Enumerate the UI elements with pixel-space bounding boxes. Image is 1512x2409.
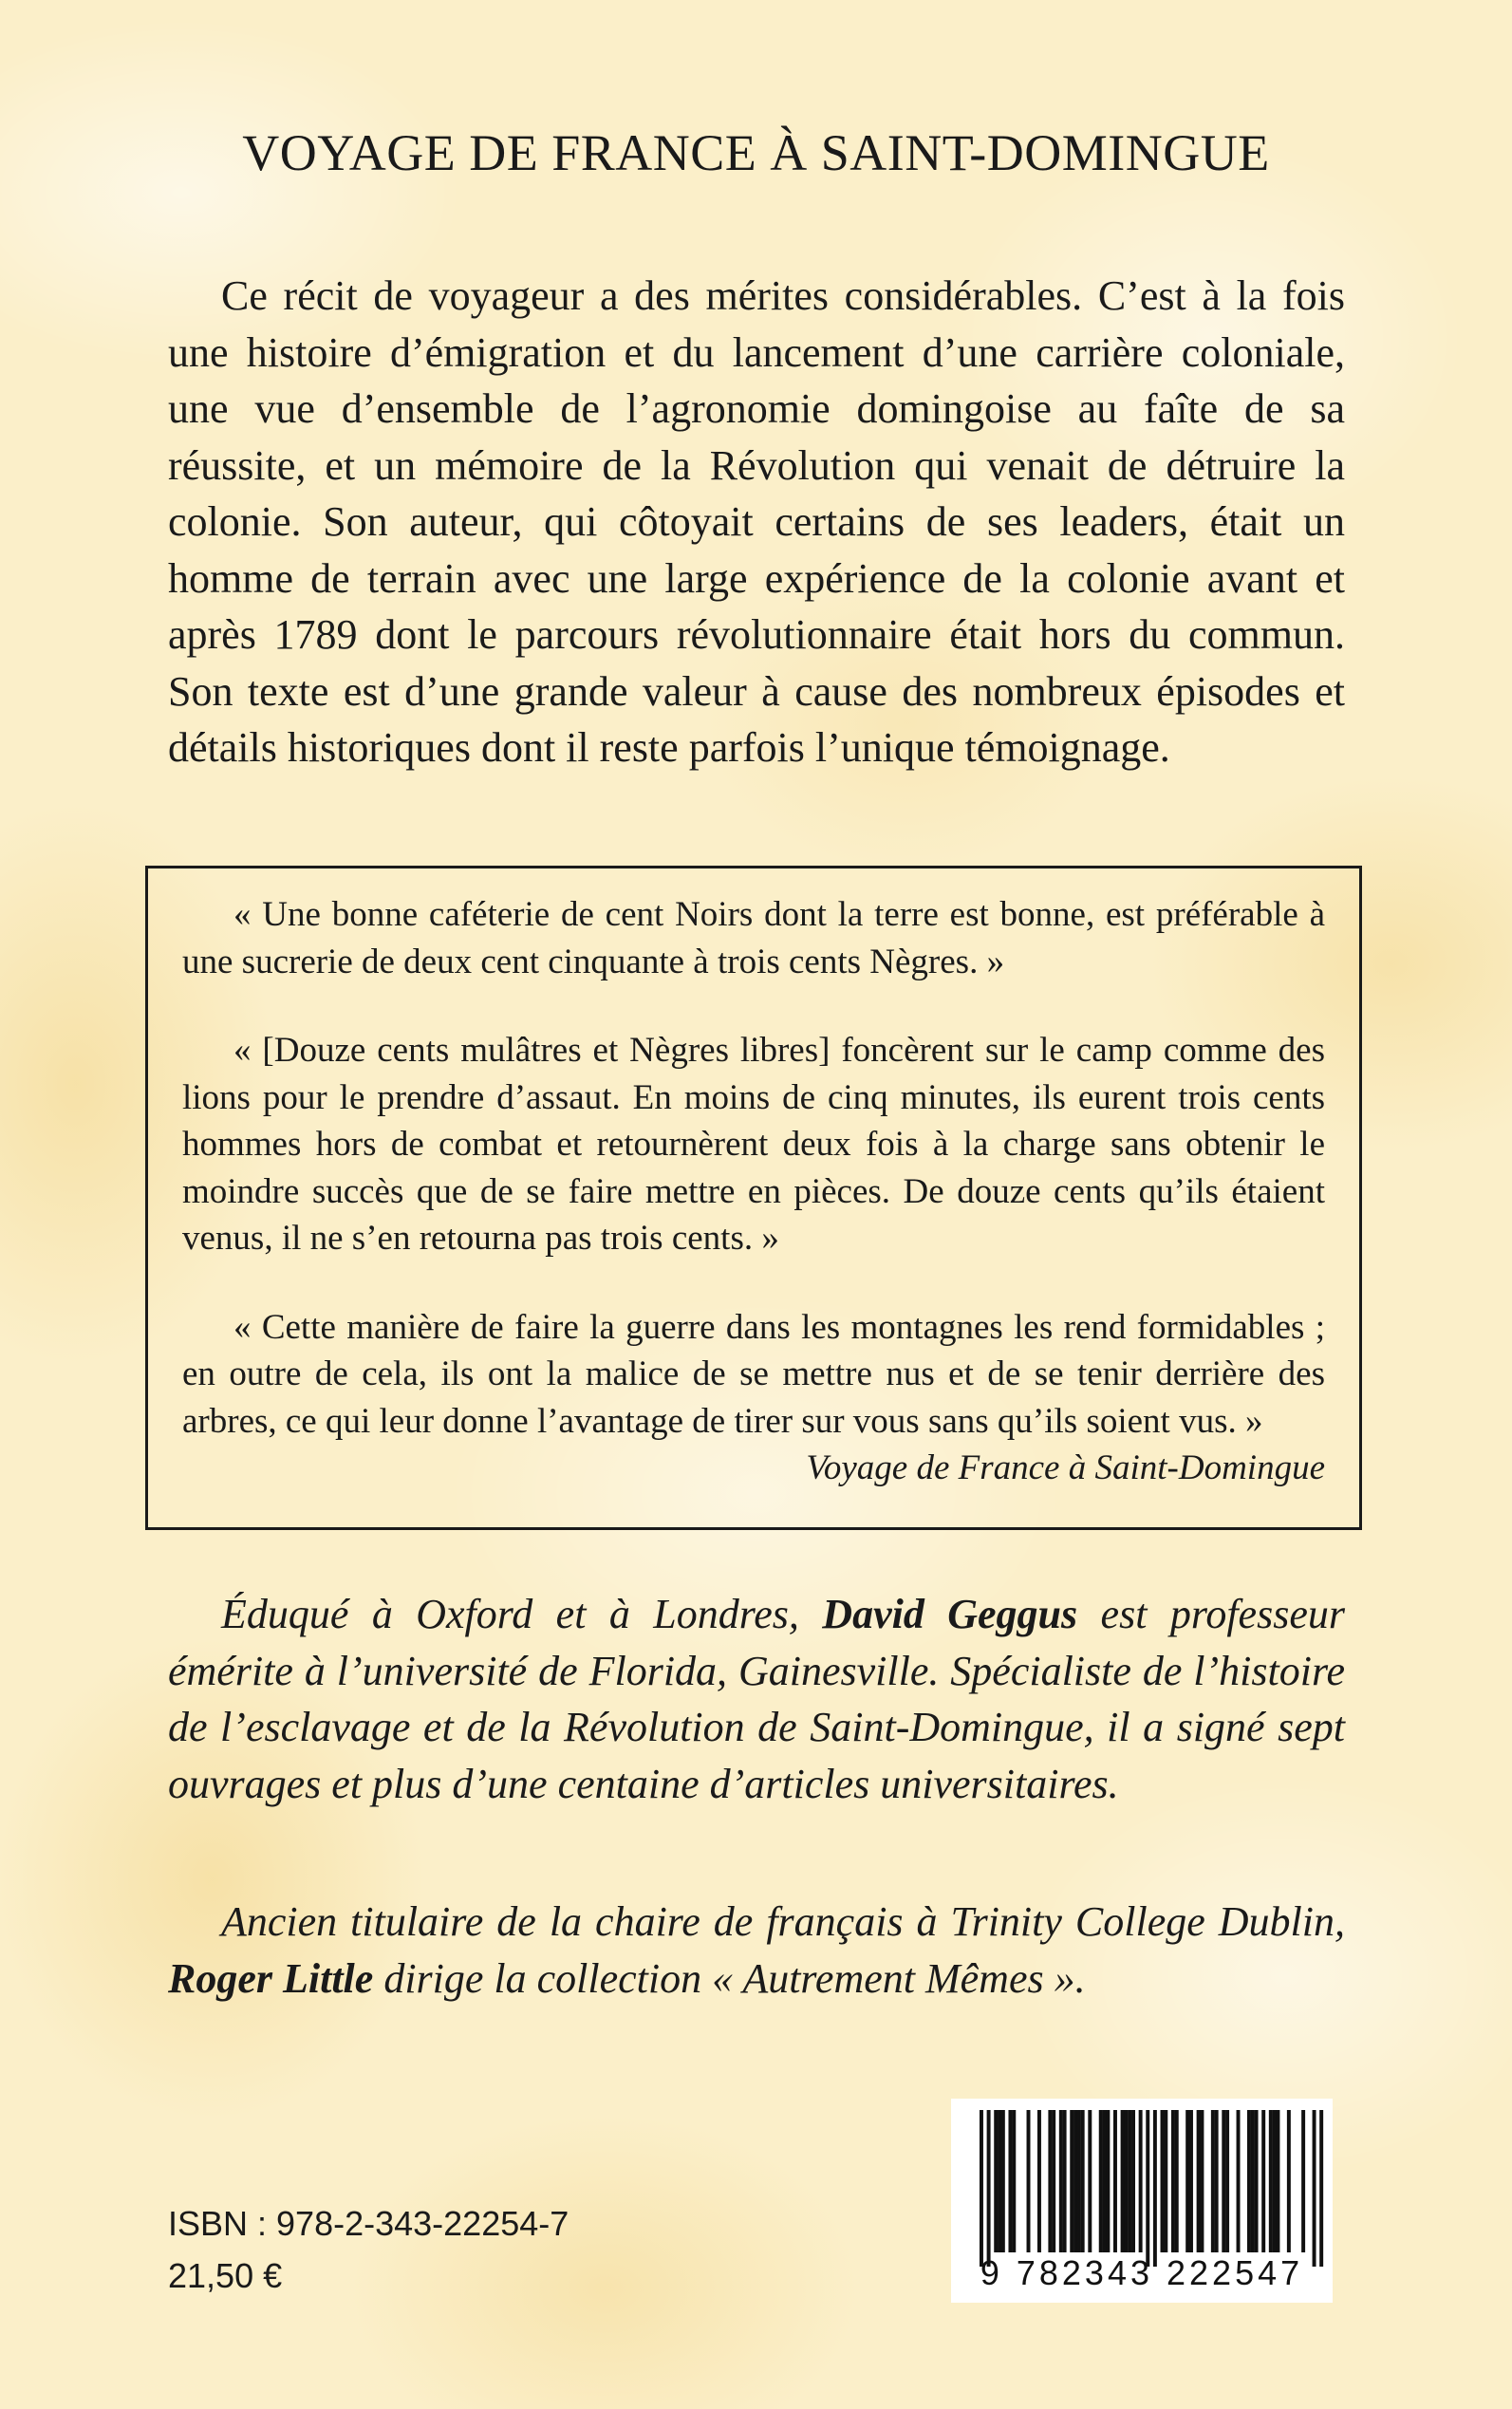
- barcode-bar: [1237, 2110, 1241, 2252]
- editor-bio-little: [168, 1894, 1345, 2007]
- quote-3: « Cette manière de faire la guerre dans les montagnes les rend formidables ; en outre de cela, ils ont la malice de se mettre nus et de se tenir derrière des arbres, ce qui leur donne l’avantage de tirer sur vous sans qu’ils soient vus. »: [182, 1307, 1325, 1441]
- barcode-bar: [1088, 2110, 1092, 2252]
- barcode-bar: [1185, 2110, 1189, 2252]
- barcode-bar: [1146, 2110, 1149, 2267]
- barcode-bar: [1073, 2110, 1077, 2252]
- barcode-bar: [1001, 2110, 1005, 2252]
- barcode-bar: [1099, 2110, 1103, 2252]
- barcode-bar: [1215, 2110, 1219, 2252]
- quotes-box: [145, 866, 1362, 1530]
- barcode-bar: [1012, 2110, 1016, 2252]
- barcode-bar: [1052, 2110, 1055, 2252]
- barcode-bar: [1027, 2110, 1031, 2252]
- barcode-bar: [1197, 2110, 1201, 2252]
- barcode-bar: [1200, 2110, 1204, 2252]
- barcode-bar: [1059, 2110, 1063, 2252]
- price-text: 21,50 €: [168, 2256, 283, 2295]
- barcode-bar: [1128, 2110, 1131, 2252]
- bio-geggus-before: Éduqué à Oxford et à Londres,: [221, 1591, 823, 1637]
- barcode-bar: [1313, 2110, 1316, 2267]
- barcode-bar: [1153, 2110, 1157, 2267]
- author-name-geggus: David Geggus: [822, 1591, 1078, 1637]
- barcode-bar: [1175, 2110, 1179, 2252]
- barcode-bar: [1211, 2110, 1215, 2252]
- barcode-bar: [1189, 2110, 1193, 2252]
- barcode-bar: [1222, 2110, 1225, 2252]
- barcode-bar: [1251, 2110, 1255, 2252]
- barcode-bar: [1121, 2110, 1125, 2252]
- barcode-bar: [994, 2110, 998, 2252]
- barcode-bar: [1269, 2110, 1273, 2252]
- bio-little-before: Ancien titulaire de la chaire de français à Trinity College Dublin,: [221, 1898, 1345, 1945]
- barcode-bar: [1063, 2110, 1067, 2252]
- barcode-bar: [1131, 2110, 1135, 2252]
- barcode-bar: [1247, 2110, 1251, 2252]
- barcode-bar: [1077, 2110, 1081, 2252]
- barcode-bar: [980, 2110, 983, 2267]
- quote-source: Voyage de France à Saint-Domingue: [806, 1448, 1325, 1487]
- barcode-digits: 9 782343 222547: [980, 2253, 1304, 2292]
- barcode-bar: [1287, 2110, 1291, 2252]
- barcode-bar: [1106, 2110, 1110, 2252]
- book-title: VOYAGE DE FRANCE À SAINT-DOMINGUE: [242, 124, 1270, 181]
- barcode-bar: [1276, 2110, 1279, 2252]
- barcode-bar: [1008, 2110, 1012, 2252]
- barcode-bar: [1037, 2110, 1041, 2252]
- intro-paragraph: Ce récit de voyageur a des mérites considérables. C’est à la fois une histoire d’émigration et du lancement d’une carrière coloniale, une vue d’ensemble de l’agronomie domingoise au faîte de sa réussite, et un mémoire de la Révolution qui venait de détruire la colonie. Son auteur, qui côtoyait certains de ses leaders, était un homme de terrain avec une large expérience de la colonie avant et après 1789 dont le parcours révolutionnaire était hors du commun. Son texte est d’une grande valeur à cause des nombreux épisodes et détails historiques dont il reste parfois l’unique témoignage.: [168, 272, 1345, 771]
- isbn-text: ISBN : 978-2-343-22254-7: [168, 2204, 569, 2243]
- bio-geggus-after: est professeur émérite à l’université de Florida, Gainesville. Spécialiste de l’histoire de l’esclavage et de la Révolution de Saint-Domingue, il a signé sept ouvrages et plus d’une centaine d’articles universitaires.: [168, 1591, 1345, 1807]
- author-bio-geggus: [168, 1586, 1345, 1812]
- barcode-bar: [987, 2110, 991, 2267]
- barcode-bar: [1319, 2110, 1323, 2267]
- barcode-bar: [1113, 2110, 1117, 2252]
- barcode-bar: [1124, 2110, 1128, 2252]
- barcode-bar: [1301, 2110, 1305, 2252]
- barcode-bar: [1161, 2110, 1165, 2252]
- barcode: [951, 2099, 1333, 2303]
- bio-little-after: dirige la collection « Autrement Mêmes ».: [373, 1954, 1086, 2002]
- barcode-bar: [1171, 2110, 1175, 2252]
- barcode-bar: [1103, 2110, 1107, 2252]
- barcode-bar: [1225, 2110, 1229, 2252]
- quote-1: « Une bonne caféterie de cent Noirs dont la terre est bonne, est préférable à une sucrerie de deux cent cinquante à trois cents Nègres. »: [182, 895, 1325, 981]
- barcode-bar: [1139, 2110, 1143, 2252]
- barcode-bar: [998, 2110, 1001, 2252]
- editor-name-little: Roger Little: [168, 1954, 374, 2002]
- barcode-bar: [1273, 2110, 1277, 2252]
- barcode-bar: [1261, 2110, 1265, 2252]
- quote-2: « [Douze cents mulâtres et Nègres libres] foncèrent sur le camp comme des lions pour le prendre d’assaut. En moins de cinq minutes, ils eurent trois cents hommes hors de combat et retournèrent deux fois à la charge sans obtenir le moindre succès que de se faire mettre en pièces. De douze cents qu’ils étaient venus, il ne s’en retourna pas trois cents. »: [182, 1031, 1325, 1258]
- barcode-bar: [1070, 2110, 1073, 2252]
- barcode-bar: [1048, 2110, 1052, 2252]
- barcode-bar: [1255, 2110, 1259, 2252]
- barcode-bar: [1081, 2110, 1085, 2252]
- barcode-bar: [1164, 2110, 1167, 2252]
